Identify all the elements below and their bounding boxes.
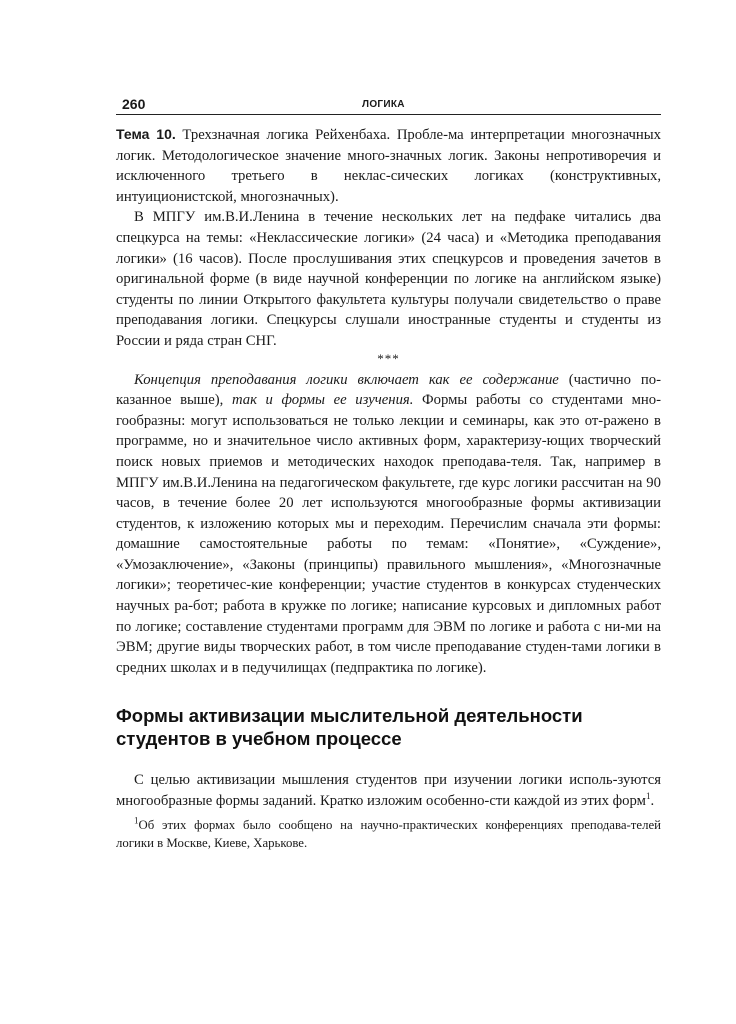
running-title: ЛОГИКА xyxy=(362,99,405,110)
page-header xyxy=(116,96,661,115)
footnote-reference: 1 xyxy=(645,791,651,802)
footnote-text: Об этих формах было сообщено на научно-практических конференциях преподава-телей логики в Москве, Киеве, Харькове. xyxy=(116,817,661,850)
activation-end: . xyxy=(650,793,655,810)
document-page xyxy=(116,96,661,852)
paragraph-teaching-concept xyxy=(116,370,661,679)
topic-text: Трехзначная логика Рейхенбаха. Пробле-ма интерпретации многозначных логик. Методологическое значение много-значных логик. Законы непротиворечия и исключенного третьего в неклас-сических логиках (конструктивных, интуиционистской, многозначных). xyxy=(116,127,661,205)
concept-text-1: (частично по-казанное выше), xyxy=(116,371,662,409)
concept-text-2: Формы работы со студентами мно-гообразны: могут использоваться не только лекции и семинары, как это от-ражено в программе, но и значительное число активных форм, характеризу-ющих творческий поиск новых приемов и методических находок преподава-теля. Так, например в МПГУ им.В.И.Ленина на педагогическом факультете, где курс логики рассчитан на 90 часов, в течение более 20 лет используются многообразные формы активизации студентов, к изложению которых мы и переходим. Перечислим сначала эти формы: домашние самостоятельные работы по темам: «Понятие», «Суждение», «Умозаключение», «Законы (принципы) правильного мышления», «Многозначные логики»; теоретичес-кие конференции; участие студентов в конкурсах студенческих научных ра-бот; работа в кружке по логике; написание курсовых и дипломных работ по логике; составление студентами программ для ЭВМ по логике и работа с ни-ми на ЭВМ; другие виды творческих работ, в том числе преподавание студен-тами логики в средних школах и в педучилищах (педпрактика по логике). xyxy=(116,392,662,676)
topic-label: Тема 10. xyxy=(116,126,176,142)
section-separator: *** xyxy=(377,350,400,366)
body-text xyxy=(116,124,661,852)
paragraph-topic-10 xyxy=(116,124,661,207)
section-heading: Формы активизации мыслительной деятельности студентов в учебном процессе xyxy=(116,705,583,750)
paragraph-activation-forms xyxy=(116,770,661,811)
forms-emphasis: так и формы ее изучения. xyxy=(231,392,414,409)
concept-emphasis: Концепция преподавания логики включает как ее содержание xyxy=(134,371,559,388)
page-number: 260 xyxy=(122,96,146,112)
footnote xyxy=(116,816,661,852)
activation-text: С целью активизации мышления студентов при изучении логики исполь-зуются многообразные формы заданий. Кратко изложим особенно-сти каждой из этих форм xyxy=(116,772,661,810)
footnote-mark: 1 xyxy=(134,815,139,826)
paragraph-mpgu-courses: В МПГУ им.В.И.Ленина в течение нескольких лет на педфаке читались два спецкурса на темы: «Неклассические логики» (24 часа) и «Методика преподавания логики» (16 часов). После прослушивания этих спецкурсов и проведения зачетов в оригинальной форме (в виде научной конференции по логике на английском языке) студенты по линии Открытого факультета культуры получали свидетельство о праве преподавания логики. Спецкурсы слушали иностранные студенты и студенты из России и ряда стран СНГ. xyxy=(116,209,661,349)
